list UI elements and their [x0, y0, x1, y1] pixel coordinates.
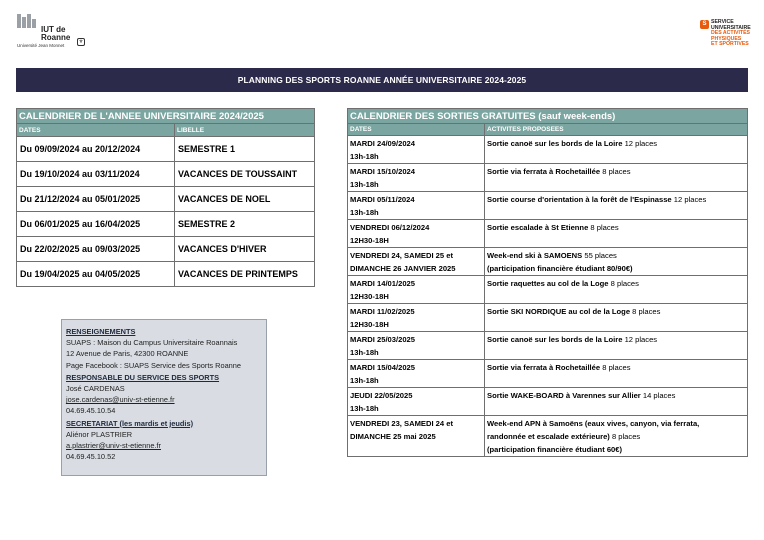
outing-activity: Sortie via ferrata à Rochetaillée: [487, 363, 601, 372]
outing-places: 8 places: [600, 363, 631, 372]
outing-date: JEUDI 22/05/2025: [350, 391, 413, 400]
table-row: [17, 237, 315, 262]
suaps-logo: [700, 20, 756, 50]
secretariat-email-link[interactable]: a.plastrier@univ-st-etienne.fr: [66, 441, 161, 451]
outing-time: 13h-18h: [350, 208, 379, 217]
outing-activity: Sortie course d'orientation à la forêt de l'Espinasse: [487, 195, 672, 204]
table-row: [348, 192, 748, 220]
table-row: [17, 162, 315, 187]
outing-date: MARDI 14/01/2025: [350, 279, 416, 288]
outing-activity: Week-end ski à SAMOENS: [487, 251, 583, 260]
table-row: [348, 360, 748, 388]
column-header-dates: DATES: [348, 124, 485, 136]
academic-calendar-table: [16, 108, 315, 287]
secretariat-heading: SECRETARIAT (les mardis et jeudis): [66, 418, 194, 428]
secretariat-phone: 04.69.45.10.52: [66, 452, 116, 462]
outing-date: MARDI 11/02/2025: [350, 307, 415, 316]
outing-date-end: DIMANCHE 25 mai 2025: [350, 432, 436, 441]
outing-places: 12 places: [671, 195, 707, 204]
outing-activity: Sortie via ferrata à Rochetaillée: [487, 167, 601, 176]
outing-time: 13h-18h: [350, 348, 379, 357]
outing-date: VENDREDI 24, SAMEDI 25 et: [350, 251, 453, 260]
calendar-dates: Du 19/04/2025 au 04/05/2025: [17, 262, 175, 287]
outing-places: 8 places: [609, 432, 641, 441]
table-row: [348, 220, 748, 248]
outing-note: (participation financière étudiant 80/90€): [487, 264, 633, 273]
outing-activity: Sortie escalade à St Etienne: [487, 223, 589, 232]
table-row: [17, 212, 315, 237]
outing-places: 12 places: [622, 139, 658, 148]
outing-time: 13h-18h: [350, 152, 379, 161]
column-header-activities: ACTIVITES PROPOSEES: [485, 124, 748, 136]
calendar-label: VACANCES DE NOEL: [175, 187, 315, 212]
suaps-logo-line-1: SERVICE: [711, 19, 734, 25]
academic-calendar-title: CALENDRIER DE L'ANNEE UNIVERSITAIRE 2024/2025: [17, 109, 315, 124]
outing-date: MARDI 25/03/2025: [350, 335, 416, 344]
outing-time: 12H30-18H: [350, 292, 389, 301]
outing-places: 14 places: [640, 391, 676, 400]
info-line: SUAPS : Maison du Campus Universitaire Roannais: [66, 338, 238, 348]
logo-line-2: Roanne: [41, 33, 71, 42]
logo-line-1: IUT de: [41, 25, 66, 34]
calendar-dates: Du 22/02/2025 au 09/03/2025: [17, 237, 175, 262]
table-row: [17, 137, 315, 162]
outing-activity: Sortie WAKE-BOARD à Varennes sur Allier: [487, 391, 641, 400]
info-heading: RENSEIGNEMENTS: [66, 327, 136, 336]
table-row: [348, 136, 748, 164]
outing-activity: Week-end APN à Samoëns (eaux vives, canyon, via ferrata,: [487, 419, 700, 428]
calendar-label: VACANCES DE PRINTEMPS: [175, 262, 315, 287]
info-facebook: Page Facebook : SUAPS Service des Sports Roanne: [66, 360, 242, 370]
outing-places: 12 places: [622, 335, 658, 344]
table-row: [348, 416, 748, 457]
table-row: [348, 248, 748, 276]
outing-places: 8 places: [600, 167, 631, 176]
outing-date: VENDREDI 06/12/2024: [350, 223, 430, 232]
outing-time: 13h-18h: [350, 376, 379, 385]
calendar-label: VACANCES D'HIVER: [175, 237, 315, 262]
table-row: [348, 304, 748, 332]
suaps-logo-line-4: PHYSIQUES: [711, 35, 742, 42]
page-title: PLANNING DES SPORTS ROANNE ANNÉE UNIVERSITAIRE 2024-2025: [16, 68, 748, 92]
outings-title: CALENDRIER DES SORTIES GRATUITES (sauf week-ends): [348, 109, 748, 124]
calendar-dates: Du 21/12/2024 au 05/01/2025: [17, 187, 175, 212]
outing-date: MARDI 05/11/2024: [350, 195, 415, 204]
suaps-logo-line-2: UNIVERSITAIRE: [711, 24, 751, 31]
outing-note: (participation financière étudiant 60€): [487, 445, 623, 454]
manager-phone: 04.69.45.10.54: [66, 406, 116, 416]
calendar-label: VACANCES DE TOUSSAINT: [175, 162, 315, 187]
logo-line-3: Université Jean Monnet: [17, 43, 65, 48]
calendar-dates: Du 06/01/2025 au 16/04/2025: [17, 212, 175, 237]
secretariat-name: Aliénor PLASTRIER: [66, 429, 133, 439]
contact-info-box: [61, 319, 267, 476]
column-header-dates: DATES: [17, 124, 175, 137]
table-row: [348, 164, 748, 192]
iut-roanne-logo: [17, 26, 92, 48]
outing-places: 8 places: [608, 279, 639, 288]
suaps-logo-line-3: DES ACTIVITÉS: [711, 30, 751, 36]
outing-places: 55 places: [582, 251, 617, 260]
column-header-label: LIBELLE: [175, 124, 315, 137]
calendar-label: SEMESTRE 1: [175, 137, 315, 162]
outing-date: MARDI 15/04/2025: [350, 363, 416, 372]
outing-date: VENDREDI 23, SAMEDI 24 et: [350, 419, 453, 428]
outing-activity: Sortie canoë sur les bords de la Loire: [487, 335, 623, 344]
outing-date: MARDI 24/09/2024: [350, 139, 416, 148]
outing-places: 8 places: [588, 223, 619, 232]
table-row: [17, 187, 315, 212]
table-row: [348, 332, 748, 360]
suaps-mark-icon: S: [700, 20, 709, 29]
outing-time: 13h-18h: [350, 180, 379, 189]
outing-date: MARDI 15/10/2024: [350, 167, 416, 176]
outing-time: DIMANCHE 26 JANVIER 2025: [350, 264, 456, 273]
table-row: [348, 276, 748, 304]
outing-places: 8 places: [630, 307, 661, 316]
outing-time: 13h-18h: [350, 404, 379, 413]
manager-email-link[interactable]: jose.cardenas@univ-st-etienne.fr: [66, 395, 175, 405]
info-address: 12 Avenue de Paris, 42300 ROANNE: [66, 349, 189, 359]
university-seal-icon: ⚜: [78, 39, 84, 45]
calendar-dates: Du 09/09/2024 au 20/12/2024: [17, 137, 175, 162]
outing-activity-cont: randonnée et escalade extérieure): [487, 432, 610, 441]
calendar-dates: Du 19/10/2024 au 03/11/2024: [17, 162, 175, 187]
outing-activity: Sortie SKI NORDIQUE au col de la Loge: [487, 307, 631, 316]
outing-activity: Sortie raquettes au col de la Loge: [487, 279, 609, 288]
manager-heading: RESPONSABLE DU SERVICE DES SPORTS: [66, 372, 220, 382]
suaps-logo-line-5: ET SPORTIVES: [711, 41, 749, 47]
table-row: [348, 388, 748, 416]
calendar-label: SEMESTRE 2: [175, 212, 315, 237]
manager-name: José CARDENAS: [66, 384, 125, 394]
outing-activity: Sortie canoë sur les bords de la Loire: [487, 139, 623, 148]
outings-table: [347, 108, 748, 457]
outing-time: 12H30-18H: [350, 236, 389, 245]
table-row: [17, 262, 315, 287]
outing-time: 12H30-18H: [350, 320, 389, 329]
